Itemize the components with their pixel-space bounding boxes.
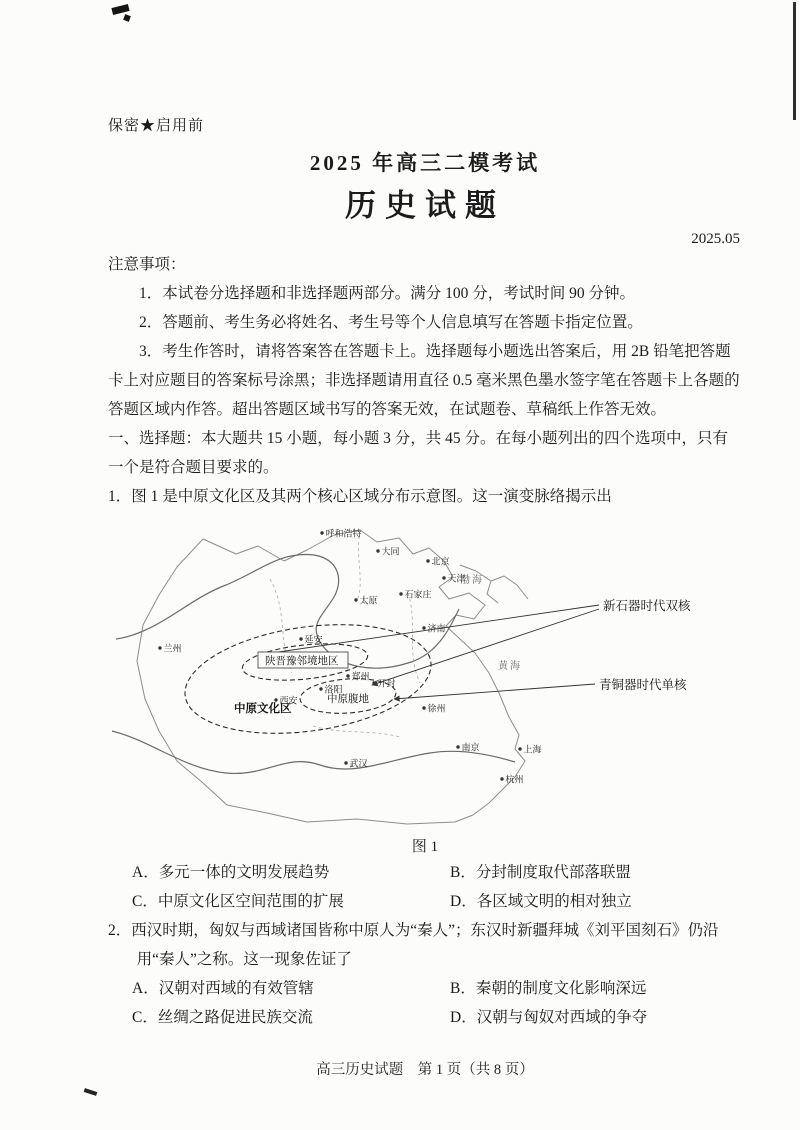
exam-date: 2025.05 — [691, 231, 740, 247]
notice-item-3: 3．考生作答时，请将答案答在答题卡上。选择题每小题选出答案后，用 2B 铅笔把答题卡上对应题目的答案标号涂黑；非选择题请用直径 0.5 毫米黑色墨水签字笔在答题卡上各题的答题区域内作答。超出答题区域书写的答案无效，在试题卷、草稿纸上作答无效。 — [108, 343, 740, 418]
map-place-label: 洛阳 — [324, 684, 343, 695]
option-1b: B．分封制度取代部落联盟 — [450, 864, 631, 881]
map-place-label: 开封 — [377, 678, 396, 689]
option-2b: B．秦朝的制度文化影响深远 — [450, 980, 647, 997]
map-place-dot — [372, 681, 375, 684]
page-footer: 高三历史试题 第 1 页（共 8 页） — [316, 1062, 534, 1078]
map-place-dot — [354, 598, 357, 601]
figure-1 — [108, 521, 742, 858]
callout-neolithic-label: 新石器时代双核 — [603, 599, 691, 613]
map-place-dot — [320, 531, 323, 534]
map-place-dot — [299, 637, 302, 640]
scan-artifact — [111, 4, 129, 15]
scan-artifact — [793, 2, 796, 120]
map-place-label: 西安 — [279, 695, 298, 706]
province-borders — [270, 530, 420, 737]
exam-session-title: 2025 年高三二模考试 — [309, 151, 541, 175]
option-2a: A．汉朝对西域的有效管辖 — [132, 980, 314, 997]
map-place-dot — [376, 549, 379, 552]
notice-item-2: 2．答题前、考生务必将姓名、考生号等个人信息填写在答题卡指定位置。 — [139, 314, 643, 331]
map-place-label: 杭州 — [505, 774, 524, 785]
scan-artifact — [123, 14, 131, 22]
map-sea-label: 渤海 — [460, 575, 484, 586]
culture-zones — [178, 610, 438, 748]
region-border-area-label: 陕晋豫邻境地区 — [265, 656, 339, 667]
option-1a: A．多元一体的文明发展趋势 — [132, 864, 330, 881]
callout-bronze-label: 青铜器时代单核 — [599, 678, 687, 692]
map-place-label: 兰州 — [163, 643, 182, 654]
map-place-label: 呼和浩特 — [325, 528, 362, 539]
map-place-label: 武汉 — [349, 758, 368, 769]
region-heartland-label: 中原腹地 — [327, 694, 369, 705]
map-place-dot — [274, 698, 277, 701]
map-place-label: 南京 — [461, 742, 480, 753]
region-culture-zone-label: 中原文化区 — [234, 703, 292, 715]
map-place-dot — [344, 761, 347, 764]
map-place-label: 郑州 — [351, 671, 370, 682]
map-place-label: 石家庄 — [404, 589, 432, 600]
security-notice: 保密★启用前 — [108, 118, 205, 134]
map-place-dot — [422, 626, 425, 629]
question-1-options — [108, 858, 742, 916]
map-place-dot — [426, 559, 429, 562]
section-1-heading: 一、选择题：本大题共 15 小题，每小题 3 分，共 45 分。在每小题列出的四个选项中，只有一个是符合题目要求的。 — [108, 430, 729, 476]
page-title: 历史试题 — [345, 188, 505, 223]
notices-block — [108, 250, 742, 424]
figure-1-map — [108, 521, 698, 826]
map-place-dot — [500, 777, 503, 780]
map-place-dot — [456, 745, 459, 748]
map-place-label: 上海 — [523, 744, 542, 755]
map-place-dot — [319, 687, 322, 690]
option-1d: D．各区域文明的相对独立 — [450, 893, 632, 910]
scan-artifact — [84, 1088, 98, 1096]
map-place-label: 济南 — [427, 623, 446, 634]
option-2c: C．丝绸之路促进民族交流 — [132, 1009, 313, 1026]
map-place-label: 北京 — [431, 556, 450, 567]
notices-heading: 注意事项： — [108, 256, 186, 273]
notice-item-1: 1．本试卷分选择题和非选择题两部分。满分 100 分，考试时间 90 分钟。 — [139, 285, 636, 302]
map-place-label: 延安 — [304, 634, 323, 645]
map-place-dot — [518, 747, 521, 750]
map-place-label: 天津 — [447, 573, 466, 584]
map-sea-label: 黄海 — [498, 661, 522, 672]
map-place-dot — [399, 592, 402, 595]
map-places — [158, 528, 541, 785]
yangtze-river — [112, 731, 515, 773]
map-place-label: 大同 — [381, 546, 400, 557]
map-place-label: 太原 — [359, 595, 378, 606]
map-place-dot — [346, 674, 349, 677]
question-2-options — [108, 974, 742, 1032]
option-1c: C．中原文化区空间范围的扩展 — [132, 893, 344, 910]
question-2-stem: 2．西汉时期，匈奴与西域诸国皆称中原人为“秦人”；东汉时新疆拜城《刘平国刻石》仍沿用“秦人”之称。这一现象佐证了 — [108, 922, 719, 968]
question-1-stem: 1．图 1 是中原文化区及其两个核心区域分布示意图。这一演变脉络揭示出 — [108, 488, 612, 505]
figure-1-caption: 图 1 — [411, 839, 439, 855]
map-place-dot — [442, 576, 445, 579]
map-place-dot — [158, 646, 161, 649]
map-place-label: 徐州 — [427, 703, 446, 714]
map-place-dot — [422, 706, 425, 709]
option-2d: D．汉朝与匈奴对西域的争夺 — [450, 1009, 648, 1026]
